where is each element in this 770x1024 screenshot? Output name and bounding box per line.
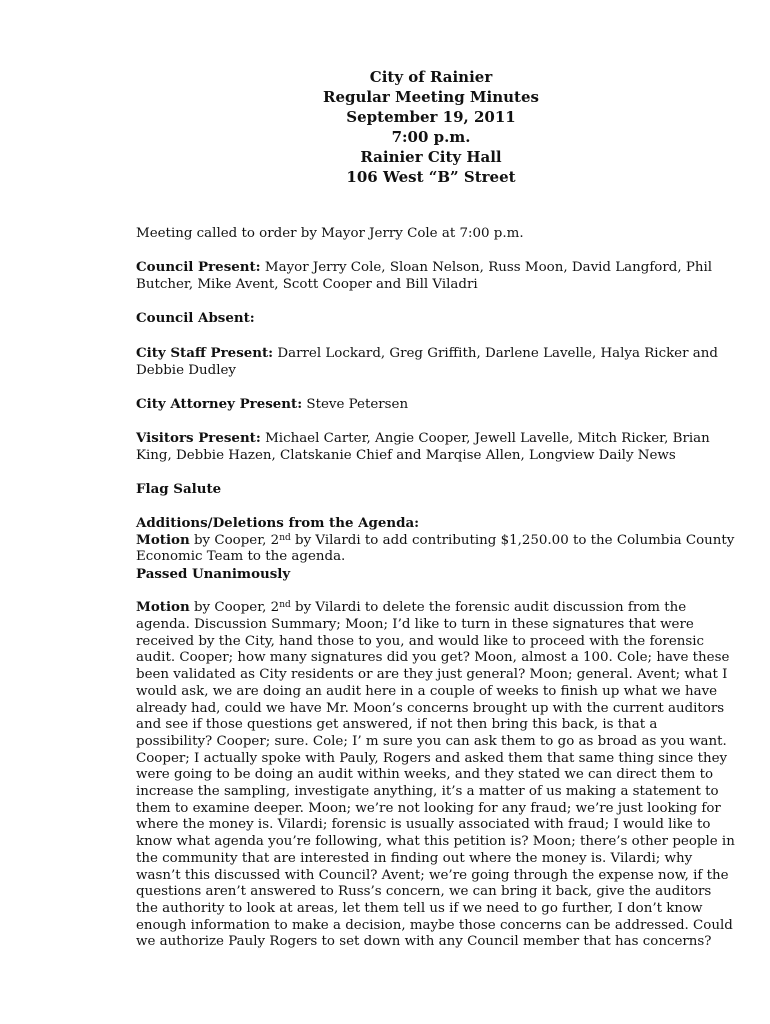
forensic-audit-motion (136, 599, 736, 951)
header-date: September 19, 2011 (346, 108, 516, 126)
attorney-present (136, 396, 736, 414)
attorney-present-label: City Attorney Present: (136, 395, 303, 412)
header-time: 7:00 p.m. (391, 128, 471, 146)
council-absent-label: Council Absent: (136, 310, 255, 327)
minutes-body (136, 226, 736, 951)
staff-present-text: Darrel Lockard, Greg Griffith, Darlene Lavelle, Halya Ricker and Debbie Dudley (136, 345, 718, 378)
header-location: Rainier City Hall (360, 148, 502, 166)
staff-present-label: City Staff Present: (136, 344, 274, 361)
document-header (0, 67, 770, 187)
flag-salute: Flag Salute (136, 481, 222, 498)
motion-by: by Cooper, 2 (193, 532, 280, 548)
motion-text: by Vilardi to add contributing $1,250.00 to the Columbia County Economic Team to the agenda. (136, 532, 735, 565)
ordinal-suffix: nd (279, 532, 291, 543)
visitors-present-label: Visitors Present: (136, 430, 261, 447)
ordinal-suffix: nd (279, 600, 291, 611)
council-present-text: Mayor Jerry Cole, Sloan Nelson, Russ Moon, David Langford, Phil Butcher, Mike Avent, Scott Cooper and Bill Viladri (136, 260, 713, 293)
additions-heading: Additions/Deletions from the Agenda: (136, 514, 420, 531)
council-present (136, 259, 736, 293)
visitors-present-text: Michael Carter, Angie Cooper, Jewell Lavelle, Mitch Ricker, Brian King, Debbie Hazen, Clatskanie Chief and Marqise Allen, Longview Daily News (136, 431, 710, 464)
council-absent (136, 310, 736, 328)
additions-result: Passed Unanimously (136, 565, 291, 582)
visitors-present (136, 430, 736, 464)
additions-motion (136, 532, 736, 566)
attorney-present-text: Steve Petersen (306, 396, 409, 412)
council-present-label: Council Present: (136, 259, 261, 276)
additions-section (136, 515, 736, 583)
motion-word: Motion (136, 599, 190, 616)
call-to-order: Meeting called to order by Mayor Jerry Cole at 7:00 p.m. (136, 226, 524, 241)
header-meeting-type: Regular Meeting Minutes (323, 88, 539, 106)
discussion-summary: by Vilardi to delete the forensic audit discussion from the agenda. Discussion Summary; Moon; I’d like to turn in these signatures that were received by the City, hand those to you, and would like to proceed with the forensic audit. Cooper; how many signatures did you get? Moon, almost a 100. Cole; have these been validated as City residents or are they just general? Moon; general. Avent; what I would ask, we are doing an audit here in a couple of weeks to finish up what we have already had, could we have Mr. Moon’s concerns brought up with the current auditors and see if those questions get answered, if not then bring this back, is that a possibility? Cooper; sure. Cole; I’ m sure you can ask them to go as broad as you want. Cooper; I actually spoke with Pauly, Rogers and asked them that same thing since they were going to be doing an audit within weeks, and they stated we can direct them to increase the sampling, investigate anything, it’s a matter of us making a statement to them to examine deeper. Moon; we’re not looking for any fraud; we’re just looking for where the money is. Vilardi; forensic is usually associated with fraud; I would like to know what agenda you’re following, what this petition is? Moon; there’s other people in the community that are interested in finding out where the money is. Vilardi; why wasn’t this discussed with Council? Avent; we’re going through the expense now, if the questions aren’t answered to Russ’s concern, we can bring it back, give the auditors the authority to look at areas, let them tell us if we need to go further, I don’t know enough information to make a decision, maybe those concerns can be addressed. Could we authorize Pauly Rogers to set down with any Council member that has concerns? (136, 600, 735, 950)
header-city: City of Rainier (369, 68, 493, 86)
header-address: 106 West “B” Street (346, 168, 516, 186)
staff-present (136, 345, 736, 379)
motion-word: Motion (136, 531, 190, 548)
motion-by: by Cooper, 2 (193, 600, 280, 616)
